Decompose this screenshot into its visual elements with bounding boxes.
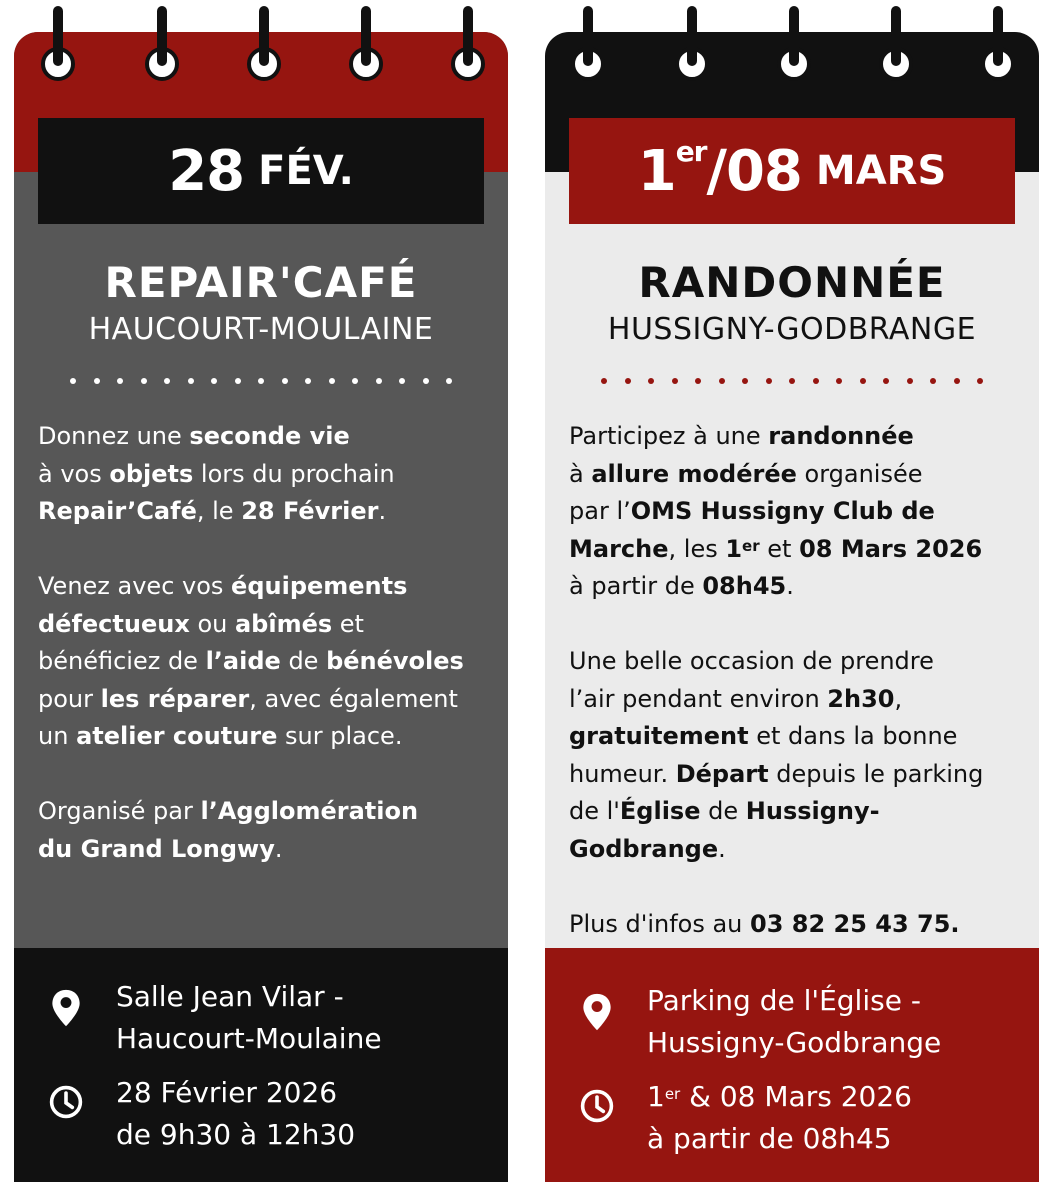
text-bold: Marche [569, 534, 669, 563]
text: de [700, 797, 746, 825]
separator-dot [329, 378, 335, 384]
text-bold: l’Agglomération [200, 797, 419, 825]
text: , [894, 684, 903, 713]
separator-dot [883, 378, 889, 384]
text: Participez à une [569, 422, 769, 450]
text: humeur. [569, 759, 676, 788]
text: pour [38, 684, 101, 713]
location-text [647, 980, 941, 1064]
text-bold: gratuitement [569, 722, 749, 750]
separator-dot [742, 378, 748, 384]
text-bold: l’aide [205, 647, 281, 675]
text-bold: seconde vie [189, 422, 350, 450]
date-month: MARS [815, 148, 947, 194]
text: , les [668, 534, 726, 563]
text: de l' [569, 797, 620, 825]
time-superscript: er [664, 1085, 681, 1103]
text-bold: Départ [675, 759, 769, 788]
text: par l’ [569, 497, 631, 525]
text-bold: 08h45 [702, 572, 787, 600]
text: de [280, 647, 327, 675]
event-info-footer [545, 948, 1039, 1182]
text: à vos [38, 459, 110, 488]
separator-dot [695, 378, 701, 384]
separator-dot [70, 378, 76, 384]
separator-dot [164, 378, 170, 384]
text: à [569, 459, 592, 488]
spiral-ring-icon [448, 0, 488, 85]
text-bold: 1 [725, 534, 743, 563]
separator-dot [117, 378, 123, 384]
separator-dot [813, 378, 819, 384]
text-bold: 28 Février [241, 497, 379, 525]
text: , avec également [249, 684, 458, 713]
event-title: RANDONNÉE [638, 258, 946, 307]
text-bold: Église [619, 797, 701, 825]
description-paragraph [38, 793, 498, 868]
separator-dot [211, 378, 217, 384]
text: Donnez une [38, 422, 190, 450]
text: Venez avec vos [38, 572, 232, 600]
spiral-ring-icon [346, 0, 386, 85]
separator-dot [719, 378, 725, 384]
text-bold: bénévoles [326, 647, 464, 675]
spiral-ring-icon [38, 0, 78, 85]
separator-dot [601, 378, 607, 384]
clock-icon [579, 1086, 615, 1126]
text-bold: défectueux [38, 609, 190, 638]
date-day-number: 1 [637, 138, 676, 204]
separator-dot [672, 378, 678, 384]
separator-dot [766, 378, 772, 384]
date-day [637, 134, 802, 204]
location-line: Haucourt-Moulaine [116, 1022, 382, 1055]
spiral-ring-icon [568, 0, 608, 85]
text: organisée [796, 459, 923, 488]
time-text [647, 1076, 912, 1160]
text: . [378, 497, 387, 525]
text-bold: OMS Hussigny Club de [630, 497, 935, 525]
spiral-ring-icon [142, 0, 182, 85]
spiral-ring-icon [978, 0, 1018, 85]
phone-number: 03 82 25 43 75. [750, 909, 960, 938]
text: Organisé par [38, 797, 201, 825]
text-superscript: er [742, 536, 760, 555]
dotted-separator [601, 378, 983, 384]
spiral-ring-icon [244, 0, 284, 85]
event-title: REPAIR'CAFÉ [104, 258, 418, 307]
separator-dot [907, 378, 913, 384]
time-line: à partir de 08h45 [647, 1122, 892, 1155]
separator-dot [305, 378, 311, 384]
separator-dot [836, 378, 842, 384]
separator-dot [94, 378, 100, 384]
separator-dot [423, 378, 429, 384]
time-line [647, 1076, 912, 1118]
separator-dot [930, 378, 936, 384]
separator-dot [954, 378, 960, 384]
text: l’air pendant environ [569, 684, 828, 713]
text-bold: 08 Mars 2026 [799, 534, 983, 563]
clock-icon [48, 1082, 84, 1122]
description-paragraph [38, 418, 498, 531]
text: sur place. [277, 722, 403, 750]
text: à partir de [569, 572, 703, 600]
event-place: HUSSIGNY-GODBRANGE [607, 312, 977, 347]
separator-dot [188, 378, 194, 384]
separator-dot [977, 378, 983, 384]
time-text [116, 1072, 355, 1156]
date-superscript: er [675, 134, 707, 168]
text: , le [196, 497, 242, 525]
separator-dot [282, 378, 288, 384]
separator-dot [258, 378, 264, 384]
text-bold: les réparer [100, 684, 250, 713]
text: ou [189, 609, 235, 638]
text: un [38, 722, 77, 750]
location-line: Parking de l'Église - [647, 984, 921, 1017]
time-day: 1 [647, 1080, 665, 1113]
separator-dot [648, 378, 654, 384]
text: bénéficiez de [38, 647, 206, 675]
date-day: 28 [168, 138, 245, 204]
separator-dot [235, 378, 241, 384]
date-month: FÉV. [258, 148, 354, 194]
text: Plus d'infos au [569, 909, 751, 938]
description-paragraph [569, 643, 1029, 868]
separator-dot [625, 378, 631, 384]
text-bold: atelier couture [76, 722, 278, 750]
event-description [569, 418, 1029, 981]
location-pin-icon [579, 992, 615, 1032]
event-info-footer [14, 948, 508, 1182]
text: . [786, 572, 794, 600]
event-place: HAUCOURT-MOULAINE [88, 312, 434, 347]
event-description [38, 418, 498, 906]
text-bold: 2h30 [827, 684, 895, 713]
dotted-separator [70, 378, 452, 384]
text: . [274, 834, 283, 863]
location-text [116, 976, 382, 1060]
separator-dot [141, 378, 147, 384]
location-line: Salle Jean Vilar - [116, 980, 344, 1013]
separator-dot [860, 378, 866, 384]
separator-dot [446, 378, 452, 384]
text: Une belle occasion de prendre [569, 647, 934, 675]
spiral-ring-icon [672, 0, 712, 85]
spiral-ring-icon [774, 0, 814, 85]
text: depuis le parking [768, 759, 984, 788]
text: et [332, 609, 364, 638]
event-card-repair-cafe [14, 32, 508, 1182]
description-paragraph [38, 568, 498, 756]
time-line: de 9h30 à 12h30 [116, 1118, 356, 1151]
text-bold: équipements [231, 572, 408, 600]
location-pin-icon [48, 988, 84, 1028]
text-bold: allure modérée [591, 459, 797, 488]
text-bold: du Grand Longwy [38, 834, 275, 863]
date-banner [38, 118, 484, 224]
text: et [759, 534, 800, 563]
text-bold: abîmés [234, 609, 333, 638]
description-paragraph [569, 418, 1029, 606]
text-bold: Repair’Café [38, 497, 197, 525]
separator-dot [352, 378, 358, 384]
text-bold: randonnée [768, 422, 914, 450]
location-line: Hussigny-Godbrange [647, 1026, 942, 1059]
spiral-ring-icon [876, 0, 916, 85]
text: . [718, 834, 726, 863]
text-bold: objets [109, 459, 194, 488]
time-rest: & 08 Mars 2026 [680, 1080, 912, 1113]
date-banner [569, 118, 1015, 224]
separator-dot [399, 378, 405, 384]
description-paragraph [569, 906, 1029, 944]
event-card-randonnee [545, 32, 1039, 1182]
text: lors du prochain [193, 459, 395, 488]
date-second-day: /08 [706, 138, 802, 204]
text-bold: Hussigny-Godbrange [569, 797, 880, 863]
separator-dot [789, 378, 795, 384]
text: et dans la bonne [748, 722, 958, 750]
time-line: 28 Février 2026 [116, 1076, 338, 1109]
separator-dot [376, 378, 382, 384]
